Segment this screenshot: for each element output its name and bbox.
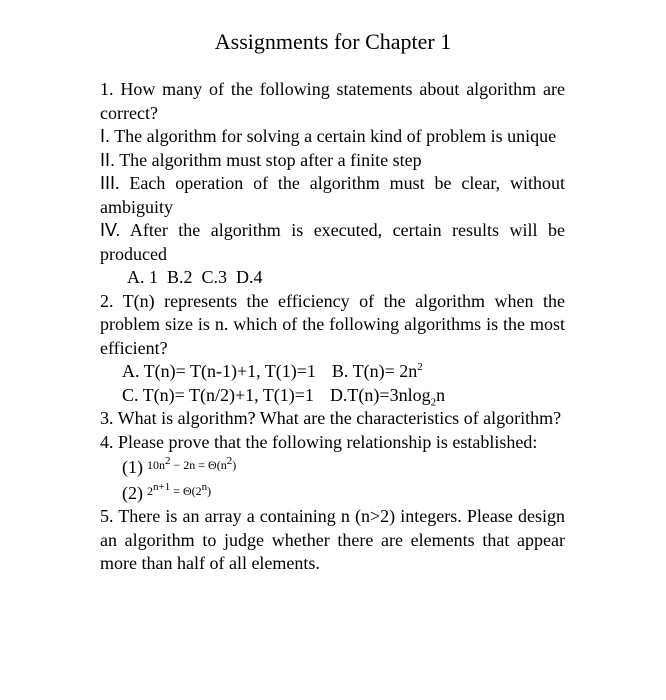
option-d [329,384,446,409]
option-a: A. T(n)= T(n-1)+1, T(1)=1 [122,361,316,381]
question-4-item-2 [100,480,565,506]
formula-2-exp-2: n [201,480,208,493]
formula-2-part-c: ) [207,483,212,498]
question-4-item-1 [100,454,565,480]
statement-2-text: The algorithm must stop after a finite step [115,149,422,170]
statement-3-text: . Each operation of the algorithm must be clear, without ambiguity [100,173,565,217]
formula-1-part-a: 10n [147,458,165,472]
option-d-subscript: 2 [430,396,437,409]
statement-1-numeral: I. [100,126,111,146]
formula-1-exp-2: 2 [226,455,233,467]
statement-3-numeral: III [100,173,116,193]
statement-2 [100,149,565,173]
question-2-stem: 2. T(n) represents the efficiency of the algorithm when the problem size is n. which of the following algorithms is the most efficient? [100,290,565,358]
item-2-label: (2) [122,482,143,503]
statement-1 [100,125,565,149]
formula-2-part-b: = Θ(2 [170,483,202,498]
question-1-stem: 1. How many of the following statements about algorithm are correct? [100,79,565,123]
option-b-text: B. T(n)= 2n [331,361,418,381]
question-4-stem: 4. Please prove that the following relationship is established: [100,431,538,452]
question-5-stem: 5. There is an array a containing n (n>2) integers. Please design an algorithm to judge whether there are elements that appear more than half of all elements. [100,506,565,573]
statement-3 [100,172,565,219]
option-b-exponent: 2 [417,361,423,373]
statement-4-numeral: IV. [100,220,121,240]
option-d-text: D.T(n)=3nlog [329,384,431,405]
statement-2-numeral: II. [100,149,116,170]
question-2-options-row-1 [100,360,565,384]
option-b [332,361,423,381]
question-2-options-row-2 [100,384,565,408]
option-c: C. T(n)= T(n/2)+1, T(1)=1 [122,384,314,405]
formula-2-exp-1: n+1 [153,480,171,493]
formula-1-part-b: − 2n = Θ(n [170,458,227,472]
formula-1-part-c: ) [232,458,237,472]
formula-1-exp-1: 2 [165,455,171,467]
option-d-tail: n [436,384,446,405]
question-1-options: A. 1 B.2 C.3 D.4 [127,267,263,287]
statement-1-text: The algorithm for solving a certain kind of problem is unique [110,126,557,146]
item-1-formula [147,455,237,472]
item-2-formula [147,480,212,498]
question-3-stem: 3. What is algorithm? What are the characteristics of algorithm? [100,408,562,428]
statement-4 [100,219,565,266]
item-1-label: (1) [122,457,143,477]
page-title: Assignments for Chapter 1 [214,29,452,54]
assignment-body [100,78,565,576]
statement-4-text: After the algorithm is executed, certain results will be produced [100,220,565,264]
formula-2-part-a: 2 [147,483,153,498]
